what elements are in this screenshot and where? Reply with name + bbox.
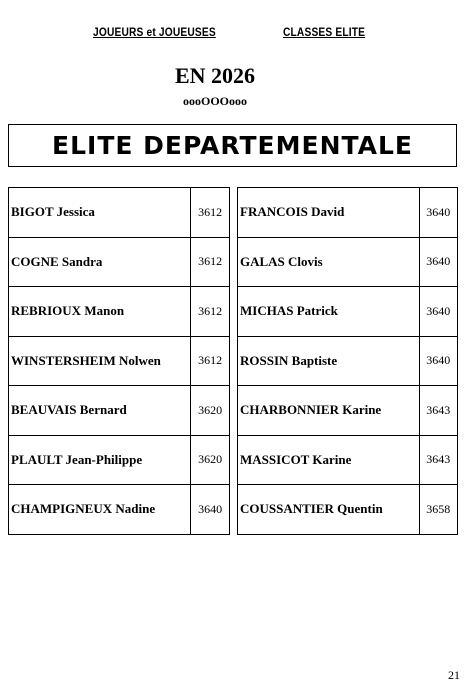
table-row [9, 188, 230, 238]
table-row [9, 237, 230, 287]
left-player-table [8, 187, 230, 535]
page-title: ELITE DEPARTEMENTALE [52, 131, 413, 160]
page-number: 21 [448, 668, 460, 682]
player-number: 3643 [419, 386, 457, 436]
player-name: CHAMPIGNEUX Nadine [9, 485, 191, 535]
table-row [238, 237, 458, 287]
player-number: 3640 [419, 237, 457, 287]
table-row [9, 336, 230, 386]
player-name: MICHAS Patrick [238, 287, 420, 337]
player-number: 3640 [419, 336, 457, 386]
player-number: 3612 [191, 237, 230, 287]
player-name: BIGOT Jessica [9, 188, 191, 238]
table-row [238, 485, 458, 535]
table-row [9, 287, 230, 337]
player-name: ROSSIN Baptiste [238, 336, 420, 386]
table-row [9, 485, 230, 535]
player-name: COGNE Sandra [9, 237, 191, 287]
player-name: CHARBONNIER Karine [238, 386, 420, 436]
player-number: 3658 [419, 485, 457, 535]
player-number: 3640 [419, 188, 457, 238]
table-row [238, 435, 458, 485]
header-players-label: JOUEURS et JOUEUSES [93, 25, 216, 39]
player-number: 3620 [191, 386, 230, 436]
player-number: 3640 [419, 287, 457, 337]
player-number: 3640 [191, 485, 230, 535]
player-name: REBRIOUX Manon [9, 287, 191, 337]
player-number: 3643 [419, 435, 457, 485]
table-row [238, 287, 458, 337]
player-name: GALAS Clovis [238, 237, 420, 287]
player-name: WINSTERSHEIM Nolwen [9, 336, 191, 386]
player-name: COUSSANTIER Quentin [238, 485, 420, 535]
right-player-table [237, 187, 458, 535]
decorative-ornament: oooOOOooo [182, 94, 247, 108]
table-row [238, 188, 458, 238]
player-number: 3612 [191, 287, 230, 337]
header-classes-label: CLASSES ELITE [283, 25, 366, 39]
table-row [9, 435, 230, 485]
player-name: MASSICOT Karine [238, 435, 420, 485]
player-number: 3612 [191, 336, 230, 386]
year-heading: EN 2026 [174, 63, 256, 88]
player-name: PLAULT Jean-Philippe [9, 435, 191, 485]
title-box [8, 124, 457, 167]
table-row [9, 386, 230, 436]
table-row [238, 336, 458, 386]
table-row [238, 386, 458, 436]
player-name: BEAUVAIS Bernard [9, 386, 191, 436]
player-name: FRANCOIS David [238, 188, 420, 238]
player-number: 3620 [191, 435, 230, 485]
player-number: 3612 [191, 188, 230, 238]
